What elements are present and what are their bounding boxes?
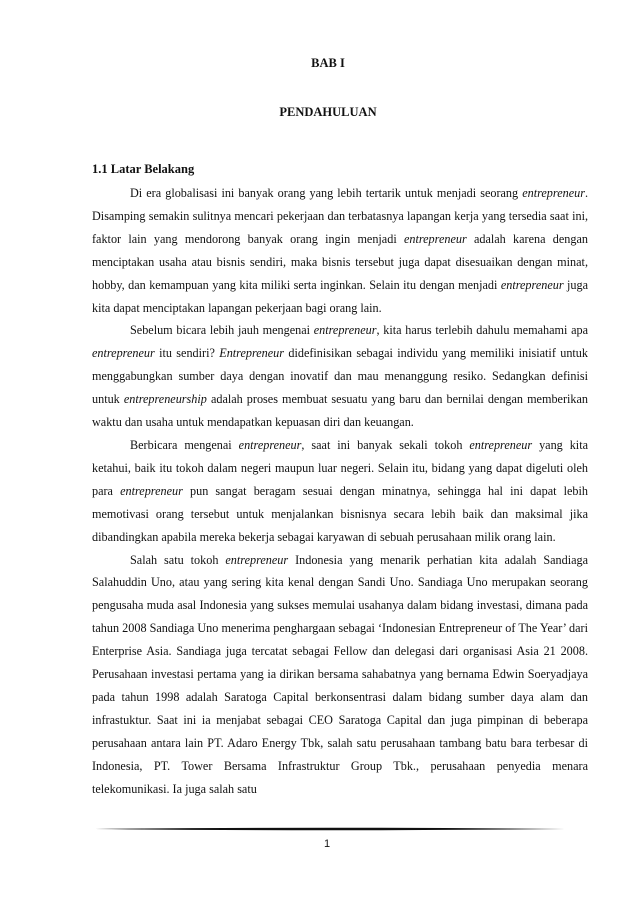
text-run: Di era globalisasi ini banyak orang yang lebih tertarik untuk menjadi seorang [130,186,523,200]
text-run: didefinisikan sebagai individu yang memiliki inisiatif untuk menggabungkan sumber daya dengan inovatif dan mau menanggung resiko. Sedangkan definisi untuk [92,346,588,407]
text-run: juga kita dapat menciptakan lapangan pekerjaan bagi orang lain. [92,277,589,315]
body-text [92,182,588,800]
italic-term: entrepreneur [403,231,467,246]
italic-term: entrepreneur [313,323,377,338]
italic-term: entrepreneur [500,277,564,292]
text-run: Indonesia yang menarik perhatian kita adalah Sandiaga Salahuddin Uno, atau yang sering kita kenal dengan Sandi Uno. Sandiaga Uno merupakan seorang pengusaha muda asal Indonesia yang sukses memulai usahanya dalam bidang investasi, dimana pada tahun 2008 Sandiaga Uno menerima penghargaan sebagai ‘Indonesian Entrepreneur of The Year’ dari Enterprise Asia. Sandiaga juga tercatat sebagai Fellow dan delegasi dari organisasi Asia 21 2008. Perusahaan investasi pertama yang ia dirikan bersama sahabatnya yang bernama Edwin Soeryadjaya pada tahun 1998 adalah Saratoga Capital berkonsentrasi dalam bidang sumber daya alam dan infrastuktur. Saat ini ia menjabat sebagai CEO Saratoga Capital dan juga pimpinan di beberapa perusahaan antara lain PT. Adaro Energy Tbk, salah satu perusahaan tambang batu bara terbesar di Indonesia, PT. Tower Bersama Infrastruktur Group Tbk., perusahaan penyedia menara telekomunikasi. Ia juga salah satu [92,552,588,796]
chapter-title: PENDAHULUAN [279,105,377,119]
italic-term: entrepreneur [92,346,155,361]
text-run: Sebelum bicara lebih jauh mengenai [130,323,314,338]
text-run: , kita harus terlebih dahulu memahami apa [376,323,588,338]
italic-term: Entrepreneur [219,346,285,361]
italic-term: entrepreneur [522,186,585,200]
italic-term: entrepreneurship [123,392,207,407]
italic-term: entrepreneur [120,483,183,498]
text-run: adalah karena dengan menciptakan usaha atau bisnis sendiri, maka bisnis tersebut juga dapat disesuaikan dengan minat, hobby, dan kemampuan yang kita miliki serta inginkan. Selain itu dengan menjadi [92,231,588,292]
text-run: pun sangat beragam sesuai dengan minatnya, sehingga hal ini dapat lebih memotivasi orang tersebut untuk menjalankan bisnisnya secara lebih baik dan maksimal jika dibandingkan apabila mereka bekerja sebagai karyawan di sebuah perusahaan milik orang lain. [92,483,588,544]
paragraph [92,549,588,801]
chapter-number: BAB I [311,56,345,70]
paragraph [92,319,588,434]
text-run: itu sendiri? [154,346,220,361]
text-run: , saat ini banyak sekali tokoh [301,437,470,452]
italic-term: entrepreneur [469,437,533,452]
italic-term: entrepreneur [225,552,289,567]
footer-divider [95,827,565,831]
paragraph [92,182,588,319]
italic-term: entrepreneur [238,437,302,452]
text-run: adalah proses membuat sesuatu yang baru dan bernilai dengan memberikan waktu dan usaha untuk mendapatkan kepuasan diri dan keuangan. [92,392,588,430]
text-run: Salah satu tokoh [130,552,226,567]
text-run: . Disamping semakin sulitnya mencari pekerjaan dan terbatasnya lapangan kerja yang tersedia saat ini, faktor lain yang mendorong banyak orang ingin menjadi [92,186,588,246]
section-heading: 1.1 Latar Belakang [92,162,195,176]
text-run: yang kita ketahui, baik itu tokoh dalam negeri maupun luar negeri. Selain itu, bidang yang dapat digeluti oleh para [92,437,588,498]
paragraph [92,434,588,549]
page-number: 1 [323,838,331,850]
text-run: Berbicara mengenai [130,437,239,452]
